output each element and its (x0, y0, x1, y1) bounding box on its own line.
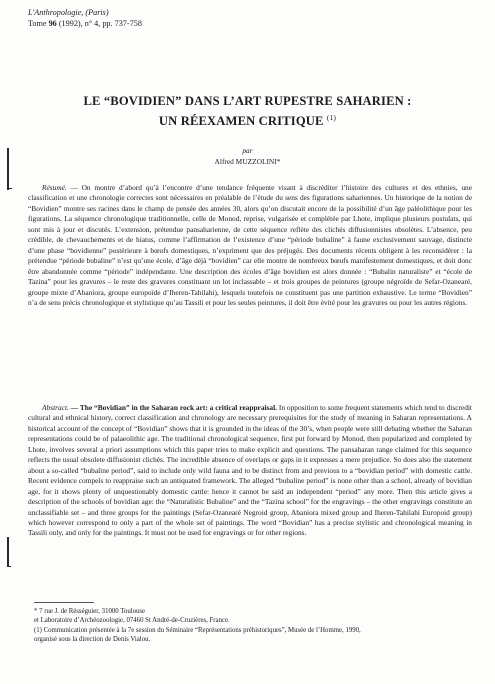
title-footnote-marker: (1) (326, 112, 337, 122)
footnote-author-address: * 7 rue J. de Résséguier, 31000 Toulouse (34, 608, 146, 615)
resume-label: Résumé. (42, 183, 67, 192)
margin-pencil-mark (7, 148, 9, 190)
title-line-2-wrap (20, 110, 475, 130)
footnote-rule (34, 602, 94, 603)
journal-name: L'Anthropologie, (Paris) (28, 8, 109, 17)
title-line-2: UN RÉEXAMEN CRITIQUE (158, 113, 324, 128)
reference-prefix: Tome (28, 19, 49, 28)
footnote-communication-cont: organisé sous la direction de Denis Vialou. (34, 636, 151, 644)
author-name: Alfred MUZZOLINI* (214, 157, 281, 166)
footnote-communication: (1) Communication présentée à la 7e session du Séminaire “Représentations préhistoriques”, Musée de l’Homme, 1990, (34, 626, 361, 634)
footnotes (28, 602, 472, 645)
abstract-paragraph (28, 403, 472, 539)
resume-text: — On montre d’abord qu’à l’encontre d’une tendance fréquente visant à discréditer l’histoire des cultures et des ethnies, une classification et une chronologie correctes sont nécessaires en préalable de l’étude du sens des figurations sahariennes. Un historique de la notion de “Bovidien” montre ses racines dans le champ de pensée des années 30, alors qu’on discutait encore de la possibilité d’un âge paléolithique pour les figurations. La séquence chronologique traditionnelle, celle de Monod, reprise, vulgarisée et complétée par Lhote, implique plusieurs postulats, qui sont mis à jour et discutés. L’extension, prétendue pansaharienne, de cette séquence reflète des clichés diffusionnistes obsolètes. L’absence, peu crédible, de chevauchements et de hiatus, comme l’affirmation de l’existence d’une “période bubaline” à faune exclusivement sauvage, distincte d’une phase “bovidienne” postérieure à bœufs domestiques, n’expriment que des préjugés. Des documents récents obligent à les reconsidérer : la prétendue “période bubaline” n’est qu’une école, d’âge déjà “bovidien” car elle montre de nombreux bœufs manifestement domestiques, et doit donc être abandonnée comme “période” indépendante. Une description des écoles d’âge bovidien est alors donnée : “Bubalin naturaliste” et “école de Tazina” pour les gravures – le reste des gravures constituant un lot inclassable – et trois groupes de peintures (groupe négroïde de Sefar-Ozanearé, groupe mixte d’Abaniora, groupe europoïde d’Iheren-Tahilahi), lesquels toutefois ne constituent pas une partition exhaustive. Le terme “Bovidien” n’a de sens précis chronologique et stylistique qu’au Tassili et pour les seules peintures, il doit être évité pour les gravures ou pour les autres régions. (28, 183, 472, 307)
abstract-text: In opposition to some frequent statements which tend to discredit cultural and ethnical history, correct classification and chronology are necessary prerequisites for the study of meaning in Saharan representations. A historical account of the concept of “Bovidian” shows that it is grounded in the ideas of the 30’s, when people were still debating whether the Saharan representations could be of palaeolithic age. The traditional chronological sequence, first put forward by Monod, then popularized and completed by Lhote, involves several a priori assumptions which this paper tries to make explicit and questions. The pansaharan range claimed for this sequence reflects the usual obsolete diffusionist clichés. The incredible absence of overlaps or gaps in it expresses a mere prejudice. So does also the statement about a so-called “bubaline period”, said to include only wild fauna and to be distinct from and previous to a “bovidian period” with domestic cattle. Recent evidence compels to reappraise such an antiquated framework. The alleged “bubaline period” is none other than a school, already of bovidian age, for it shows plenty of unquestionably domestic cattle: hence it cannot be said an independent “period” any more. Then this article gives a description of the schools of bovidian age: the “Naturalistic Bubaline” and the “Tazina school” for the engravings – the other engravings constitute an unclassifiable set – and three groups for the paintings (Sefar-Ozanearé Negroid group, Abaniora mixed group and Iheren-Tahilahi Europoid group) which however correspond to only a part of the whole set of paintings. The word “Bovidian” has a precise stylistic and chronological meaning in Tassili only, and only for the paintings. It must not be used for engravings or for other regions. (28, 403, 472, 538)
abstract-english-title: — The “Bovidian” in the Saharan rock art: a critical reappraisal. (68, 403, 278, 412)
journal-header (28, 7, 142, 29)
byline (0, 146, 495, 167)
footnote-author-lab: et Laboratoire d’Archéozoologie, 07460 St André-de-Cruzières, France. (34, 617, 230, 625)
article-title (20, 94, 475, 129)
abstract-label: Abstract. (42, 403, 69, 412)
journal-reference (28, 18, 142, 29)
byline-par: par (242, 146, 253, 155)
volume-number: 96 (48, 19, 57, 28)
margin-pencil-mark-tip (7, 188, 12, 189)
reference-details: (1992), n° 4, pp. 737-758 (56, 19, 142, 28)
title-line-1: LE “BOVIDIEN” DANS L’ART RUPESTRE SAHARIEN : (83, 94, 412, 108)
resume-paragraph (28, 183, 472, 308)
margin-pencil-mark (7, 537, 9, 567)
margin-pencil-mark-tip (7, 566, 11, 567)
